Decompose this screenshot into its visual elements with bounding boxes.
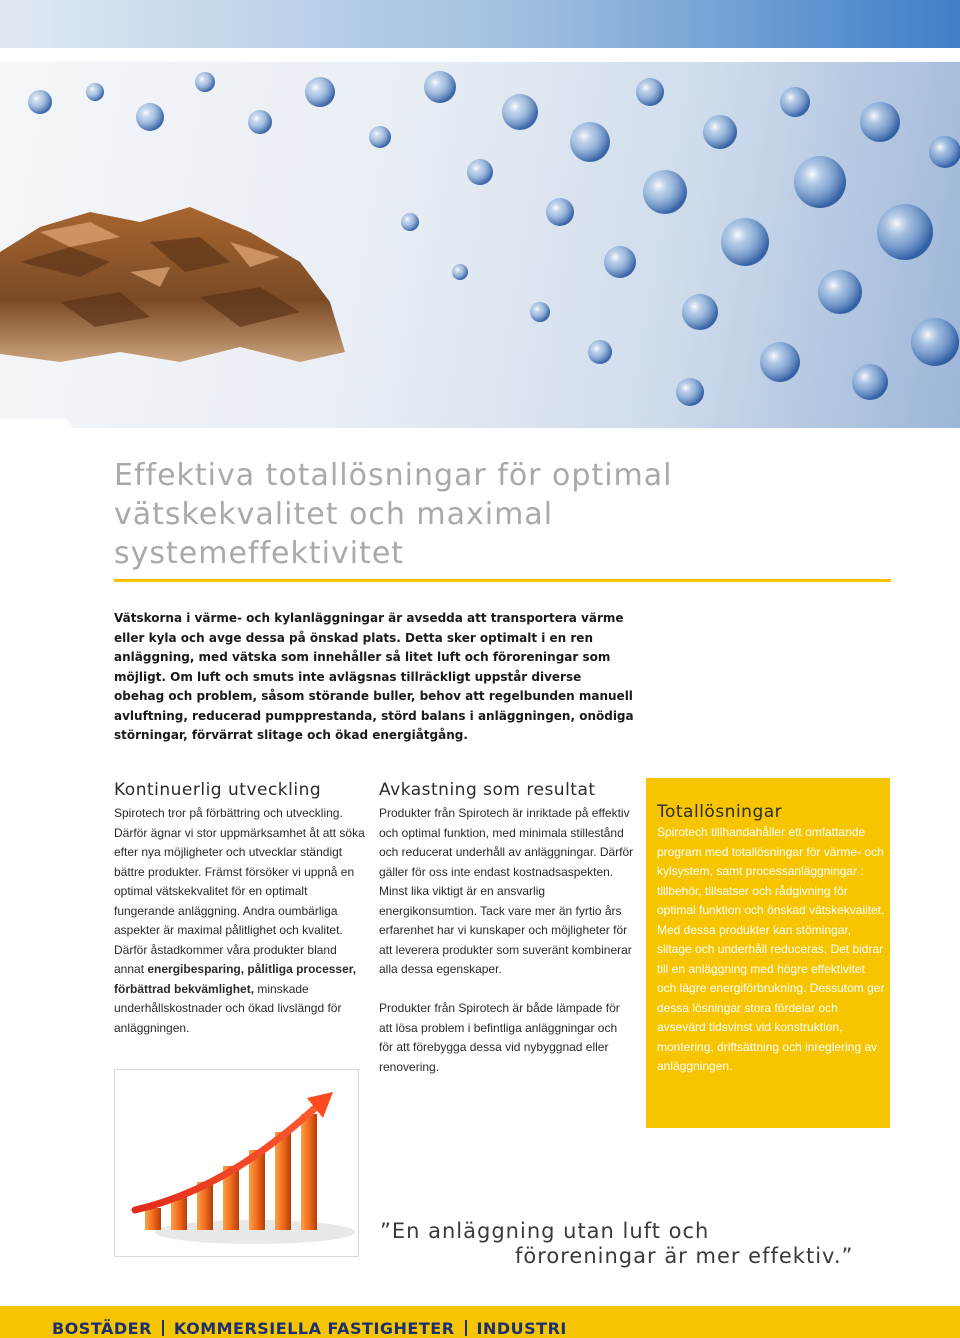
column-paragraph-2: Produkter från Spirotech är både lämpade för att lösa problem i befintliga anläggningar och för att förebygga dessa vid nybyggnad eller renovering. — [379, 1001, 620, 1074]
title-divider — [114, 579, 891, 582]
footer-item-bostader: BOSTÄDER — [52, 1319, 152, 1338]
growth-chart-illustration — [115, 1070, 358, 1256]
column-text-start: Spirotech tror på förbättring och utveckling. Därför ägnar vi stor uppmärksamhet åt att söka efter nya möjligheter och utvecklar ständigt bättre produkter. Främst försöker vi uppnå en optimal vätskekvalitet för en optimalt fungerande anläggning. Andra oumbärliga aspekter är maximal pålitlighet och kvalitet. Därför åstadkommer våra produkter bland annat — [114, 806, 365, 976]
footer-item-kommersiella-fastigheter: KOMMERSIELLA FASTIGHETER — [173, 1319, 455, 1338]
box-text: Spirotech tillhandahåller ett omfattande program med totallösningar för värme- och kylsystem, samt processanläggningar : tillbehör, tillsatser och rådgivning för optimal funktion och önskad vätskekvalitet. Med dessa produkter kan stömingar, slitage och underhåll reduceras. Det bidrar till en anläggning med högre effektivitet och lägre energiförbrukning. Dessutom ger dessa lösningar stora fördelar och avsevärd tidsvinst vid konstruktion, montering, driftsättning och inreglering av anläggningen. — [657, 825, 885, 1073]
growth-chart-image — [114, 1069, 359, 1257]
hero-image — [0, 62, 960, 428]
totallosningar-box — [646, 778, 890, 1128]
pull-quote — [380, 1219, 892, 1269]
footer-segments — [52, 1320, 567, 1338]
column-heading: Kontinuerlig utveckling — [114, 780, 322, 800]
top-blue-banner — [0, 0, 960, 48]
column-avkastning-som-resultat — [379, 780, 634, 1077]
column-heading: Avkastning som resultat — [379, 780, 596, 800]
footer-separator — [465, 1320, 467, 1336]
footer-bar — [0, 1306, 960, 1338]
quote-line-2: föroreningar är mer effektiv.” — [515, 1244, 854, 1268]
footer-item-industri: INDUSTRI — [476, 1319, 567, 1338]
page-title: Effektiva totallösningar för optimal vätskekvalitet och maximal systemeffektivitet — [114, 458, 673, 571]
quote-line-1: ”En anläggning utan luft och — [380, 1219, 710, 1243]
column-text-bold: energibesparing, pålitliga processer, förbättrad bekvämlighet, — [114, 962, 357, 996]
hero-illustration — [0, 62, 960, 428]
intro-paragraph: Vätskorna i värme- och kylanläggningar är avsedda att transportera värme eller kyla och avge dessa på önskad plats. Detta sker optimalt i en ren anläggning, med vätska som innehåller så litet luft och föroreningar som möjligt. Om luft och smuts inte avlägsnas tillräckligt uppstår diverse obehag och problem, såsom störande buller, behov att regelbunden manuell avluftning, reducerad pumpprestanda, störd balans i anläggningen, onödiga störningar, förvärrat slitage och ökad energiåtgång. — [114, 611, 634, 742]
column-kontinuerlig-utveckling — [114, 780, 366, 1038]
footer-separator — [162, 1320, 164, 1336]
column-paragraph-1: Produkter från Spirotech är inriktade på effektiv och optimal funktion, med minimala stillestånd och reducerat underhåll av anläggningar. Därför gäller för oss inte endast kostnadsaspekten. Minst lika viktigt är en ansvarlig energikonsumtion. Tack vare mer än fyrtio års erfarenhet har vi kunskaper och möjligheter för att leverera produkter som suveränt kombinerar alla dessa egenskaper. — [379, 806, 634, 976]
box-heading: Totallösningar — [657, 802, 783, 822]
column-text-end: minskade underhållskostnader och ökad livslängd för anläggningen. — [114, 981, 342, 1035]
column-text — [114, 804, 366, 1038]
